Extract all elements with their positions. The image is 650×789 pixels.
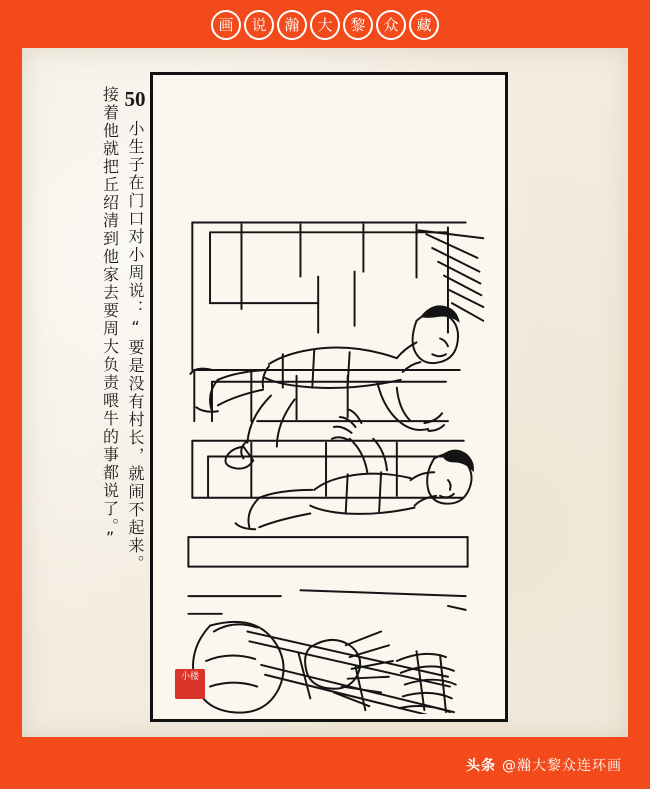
header-seal-row: [0, 6, 650, 44]
footer-brand-label: 头条: [466, 758, 496, 774]
caption-line-2-text: 接着他就把丘绍清到他家去要周大负责喂牛的事都说了。: [100, 86, 120, 528]
seal-icon-2: 说: [244, 10, 274, 40]
seal-icon-1: 画: [211, 10, 241, 40]
caption-closing-quote: ”: [100, 528, 120, 549]
illustration-artwork: [153, 75, 505, 714]
caption-number: 50: [124, 87, 146, 111]
caption-line-1-text: 小生子在门口对小周说：“要是没有村长，就闹不起来。: [126, 119, 145, 573]
seal-icon-6: 众: [376, 10, 406, 40]
footer-watermark: [0, 751, 650, 779]
caption-line-2: [99, 86, 120, 686]
footer-account-label: @瀚大黎众连环画: [502, 758, 622, 774]
seal-icon-3: 瀚: [277, 10, 307, 40]
artist-seal: 小楼: [175, 669, 205, 699]
caption-block: [66, 86, 146, 686]
illustration-panel: [150, 72, 508, 722]
page-paper: [22, 48, 628, 737]
seal-icon-7: 藏: [409, 10, 439, 40]
seal-icon-5: 黎: [343, 10, 373, 40]
caption-line-1: [125, 86, 147, 686]
seal-icon-4: 大: [310, 10, 340, 40]
